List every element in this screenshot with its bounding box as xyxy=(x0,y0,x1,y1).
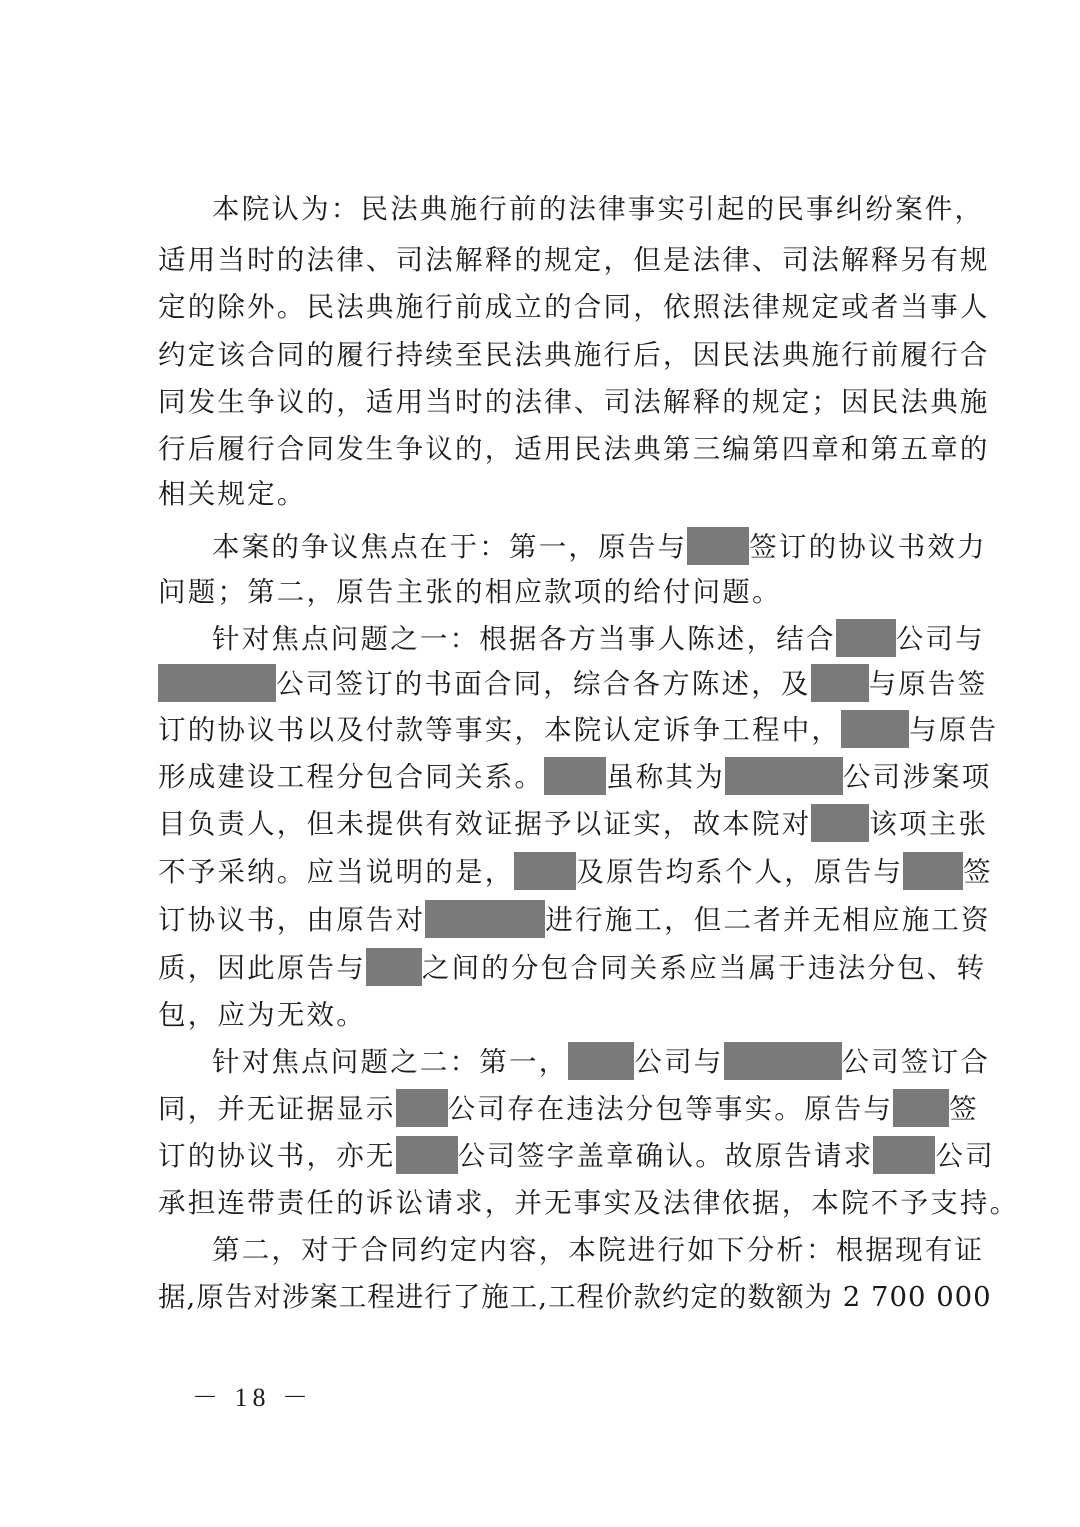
text-segment: 相关规定。 xyxy=(158,478,307,510)
text-line xyxy=(212,525,987,569)
text-segment: 进行施工，但二者并无相应施工资 xyxy=(545,904,991,936)
text-line xyxy=(212,1040,991,1084)
text-segment: 签 xyxy=(949,1093,979,1125)
text-line xyxy=(158,708,999,752)
text-segment: 公司签字盖章确认。故原告请求 xyxy=(457,1140,874,1172)
text-segment: 适用当时的法律、司法解释的规定，但是法律、司法解释另有规 xyxy=(158,244,990,276)
text-segment: 针对焦点问题之二：第一， xyxy=(212,1046,569,1078)
text-line xyxy=(212,1228,985,1272)
text-line xyxy=(158,755,992,799)
text-line xyxy=(158,1087,978,1131)
text-segment: 公司涉案项 xyxy=(842,761,992,793)
text-segment: 目负责人，但未提供有效证据予以证实，故本院对 xyxy=(158,808,812,840)
redaction-block xyxy=(873,1136,935,1174)
redaction-block xyxy=(366,948,422,986)
text-segment: 虽称其为 xyxy=(606,761,725,793)
text-line xyxy=(158,472,978,516)
text-segment: 针对焦点问题之一：根据各方当事人陈述，结合 xyxy=(212,623,836,655)
redaction-block xyxy=(544,757,606,795)
text-line xyxy=(158,570,978,614)
text-segment: 订的协议书以及付款等事实，本院认定诉争工程中， xyxy=(158,714,842,746)
text-segment: 公司签订合 xyxy=(841,1046,991,1078)
text-line xyxy=(158,993,978,1037)
text-line xyxy=(158,898,991,942)
text-segment: 与原告 xyxy=(909,714,999,746)
text-segment: 签订的协议书效力 xyxy=(749,531,987,563)
text-segment: 本案的争议焦点在于：第一，原告与 xyxy=(212,531,688,563)
text-line xyxy=(158,802,989,846)
text-segment: 定的除外。民法典施行前成立的合同，依照法律规定或者当事人 xyxy=(158,291,990,323)
text-segment: 公司与 xyxy=(895,623,985,655)
text-segment: 公司 xyxy=(935,1140,995,1172)
text-segment: 与原告签 xyxy=(868,668,988,700)
text-segment: 订协议书，由原告对 xyxy=(158,904,426,936)
redaction-block xyxy=(396,1089,448,1127)
text-line xyxy=(212,617,985,661)
text-segment: 第二，对于合同约定内容，本院进行如下分析：根据现有证 xyxy=(212,1234,985,1266)
text-segment: 承担连带责任的诉讼请求，并无事实及法律依据，本院不予支持。 xyxy=(158,1187,1020,1219)
redaction-block xyxy=(514,852,576,890)
text-segment: 约定该合同的履行持续至民法典施行后，因民法典施行前履行合 xyxy=(158,339,990,371)
redaction-block xyxy=(841,710,909,748)
text-line xyxy=(212,187,985,231)
text-line xyxy=(158,238,990,282)
text-segment: 公司存在违法分包等事实。原告与 xyxy=(447,1093,894,1125)
text-segment: 质，因此原告与 xyxy=(158,952,366,984)
redaction-block xyxy=(425,900,545,938)
redaction-block xyxy=(158,664,276,702)
text-line xyxy=(158,380,990,424)
text-segment: 包，应为无效。 xyxy=(158,999,366,1031)
text-segment: 同发生争议的，适用当时的法律、司法解释的规定；因民法典施 xyxy=(158,386,990,418)
redaction-block xyxy=(687,527,749,565)
text-segment: 该项主张 xyxy=(869,808,989,840)
text-line xyxy=(158,662,988,706)
text-segment: 及原告均系个人，原告与 xyxy=(576,856,904,888)
text-line xyxy=(158,946,987,990)
text-segment: 不予采纳。应当说明的是， xyxy=(158,856,515,888)
text-segment: 本院认为：民法典施行前的法律事实引起的民事纠纷案件， xyxy=(212,193,985,225)
text-segment: 订的协议书，亦无 xyxy=(158,1140,396,1172)
text-segment: 问题；第二，原告主张的相应款项的给付问题。 xyxy=(158,576,782,608)
text-line xyxy=(158,1275,992,1319)
text-segment: 公司签订的书面合同，综合各方陈述，及 xyxy=(276,668,811,700)
text-segment: 公司与 xyxy=(634,1046,724,1078)
text-segment: 之间的分包合同关系应当属于违法分包、转 xyxy=(421,952,987,984)
text-segment: 形成建设工程分包合同关系。 xyxy=(158,761,545,793)
redaction-block xyxy=(836,619,896,657)
text-segment: 同，并无证据显示 xyxy=(158,1093,396,1125)
text-segment: 据,原告对涉案工程进行了施工,工程价款约定的数额为 2 700 000 xyxy=(158,1281,992,1313)
text-line xyxy=(158,1181,1020,1225)
redaction-block xyxy=(893,1089,949,1127)
text-line xyxy=(158,1134,995,1178)
page-number: － 18 － xyxy=(192,1383,314,1412)
redaction-block xyxy=(396,1136,458,1174)
text-line xyxy=(158,285,990,329)
redaction-block xyxy=(811,804,869,842)
redaction-block xyxy=(725,757,843,795)
redaction-block xyxy=(568,1042,634,1080)
text-line xyxy=(158,850,993,894)
text-line xyxy=(158,333,990,377)
redaction-block xyxy=(903,852,963,890)
redaction-block xyxy=(811,664,869,702)
text-segment: 行后履行合同发生争议的，适用民法典第三编第四章和第五章的 xyxy=(158,433,990,465)
redaction-block xyxy=(724,1042,842,1080)
text-line xyxy=(158,427,990,471)
text-segment: 签 xyxy=(963,856,993,888)
